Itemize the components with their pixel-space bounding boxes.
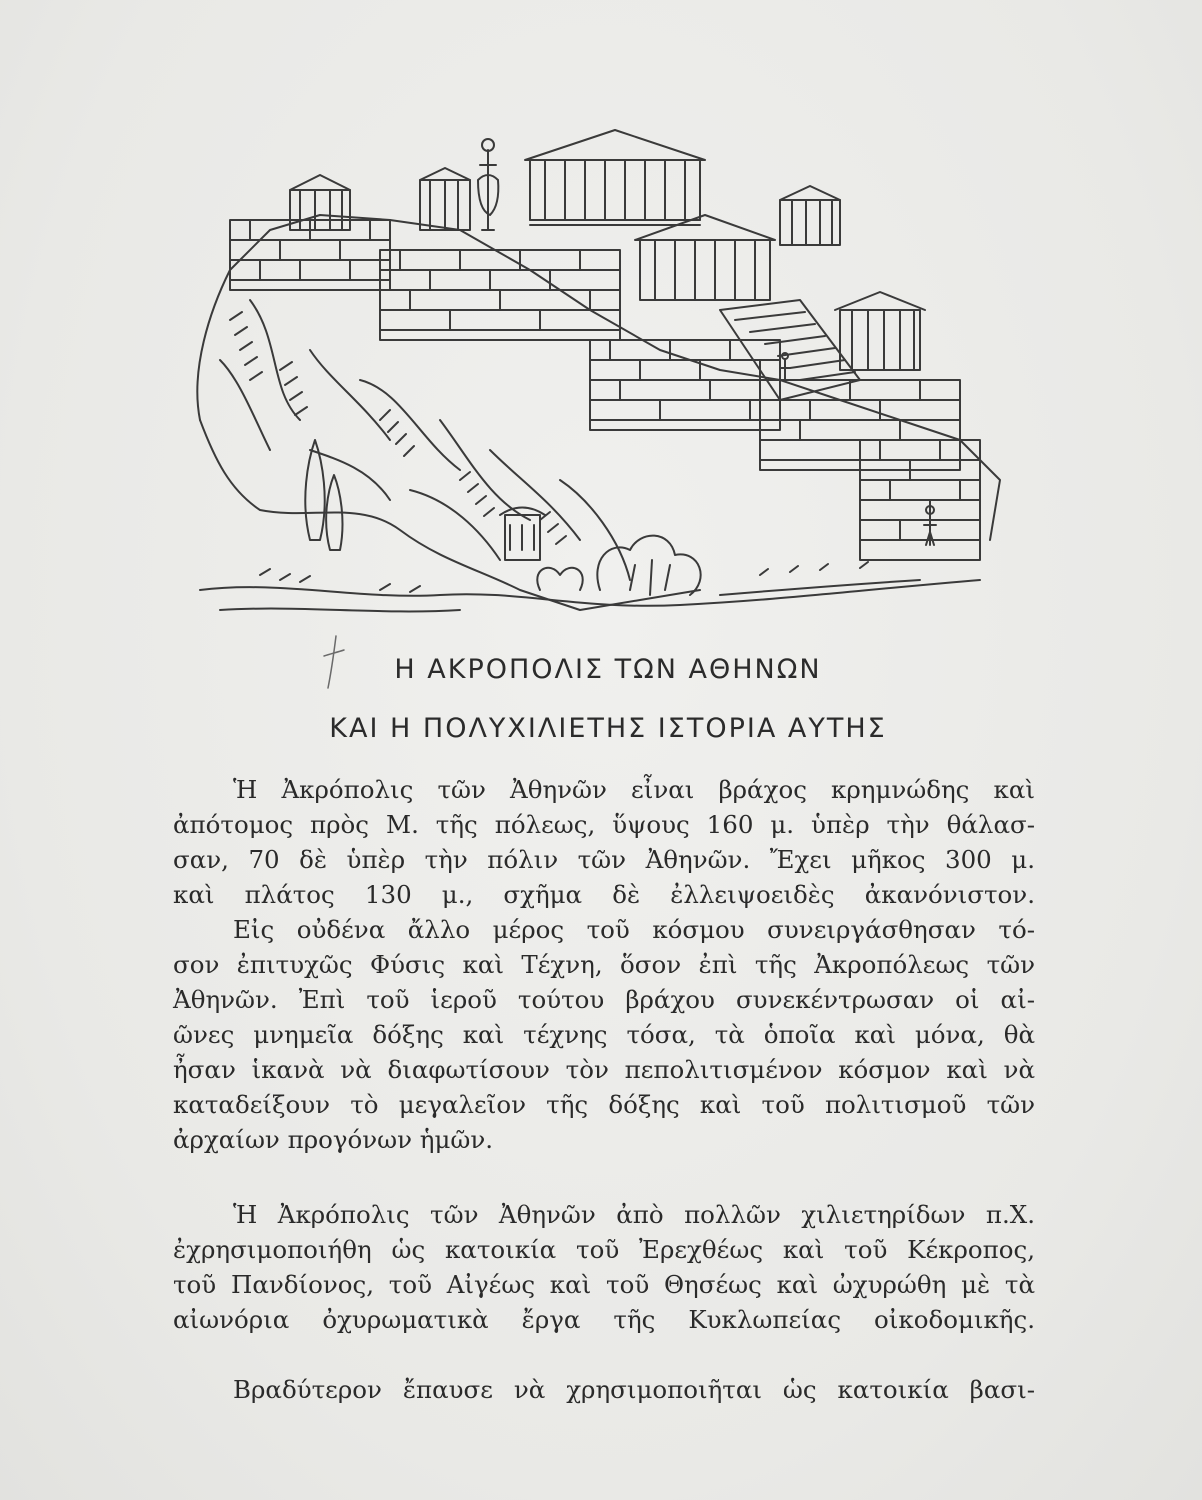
paragraph-line: καταδείξουν τὸ μεγαλεῖον τῆς δόξης καὶ τοῦ πολιτισμοῦ τῶν [173, 1090, 1035, 1119]
paragraph-line: σον ἐπιτυχῶς Φύσις καὶ Τέχνη, ὅσον ἐπὶ τῆς Ἀκροπόλεως τῶν [173, 950, 1035, 979]
paragraph-line: Ἡ Ἀκρόπολις τῶν Ἀθηνῶν εἶναι βράχος κρημνώδης καὶ [233, 775, 1035, 804]
paragraph-line: Βραδύτερον ἔπαυσε νὰ χρησιμοποιῆται ὡς κατοικία βασι- [233, 1375, 1035, 1404]
paragraph-line: αἰωνόρια ὀχυρωματικὰ ἔργα τῆς Κυκλωπείας οἰκοδομικῆς. [173, 1305, 1035, 1334]
paragraph-1 [173, 772, 1035, 912]
paragraph-line: Ἡ Ἀκρόπολις τῶν Ἀθηνῶν ἀπὸ πολλῶν χιλιετηρίδων π.Χ. [233, 1200, 1035, 1229]
page-title: Η ΑΚΡΟΠΟΛΙΣ ΤΩΝ ΑΘΗΝΩΝ [394, 654, 822, 685]
paragraph-line: Ἀθηνῶν. Ἐπὶ τοῦ ἱεροῦ τούτου βράχου συνεκέντρωσαν οἱ αἰ- [173, 985, 1035, 1014]
paragraph-line: ἀπότομος πρὸς Μ. τῆς πόλεως, ὕψους 160 μ. ὑπὲρ τὴν θάλασ- [173, 810, 1035, 839]
paragraph-line: ἐχρησιμοποιήθη ὡς κατοικία τοῦ Ἐρεχθέως καὶ τοῦ Κέκροπος, [173, 1235, 1035, 1264]
paragraph-line: σαν, 70 δὲ ὑπὲρ τὴν πόλιν τῶν Ἀθηνῶν. Ἔχει μῆκος 300 μ. [173, 845, 1035, 874]
acropolis-engraving-icon [160, 120, 1040, 630]
page-subtitle: ΚΑΙ Η ΠΟΛΥΧΙΛΙΕΤΗΣ ΙΣΤΟΡΙΑ ΑΥΤΗΣ [329, 713, 887, 744]
paragraph-3 [173, 1197, 1035, 1337]
paragraph-line: ῶνες μνημεῖα δόξης καὶ τέχνης τόσα, τὰ ὁποῖα καὶ μόνα, θὰ [173, 1020, 1035, 1049]
paragraph-4 [173, 1372, 1035, 1407]
paragraph-line: ἦσαν ἱκανὰ νὰ διαφωτίσουν τὸν πεπολιτισμένον κόσμον καὶ νὰ [173, 1055, 1035, 1084]
paragraph-line: Εἰς οὐδένα ἄλλο μέρος τοῦ κόσμου συνειργάσθησαν τό- [233, 915, 1035, 944]
paragraph-line: καὶ πλάτος 130 μ., σχῆμα δὲ ἐλλειψοειδὲς ἀκανόνιστον. [173, 880, 1035, 909]
paragraph-line: τοῦ Πανδίονος, τοῦ Αἰγέως καὶ τοῦ Θησέως καὶ ὠχυρώθη μὲ τὰ [173, 1270, 1035, 1299]
paragraph-2 [173, 912, 1035, 1157]
paragraph-line: ἀρχαίων προγόνων ἡμῶν. [173, 1125, 494, 1154]
